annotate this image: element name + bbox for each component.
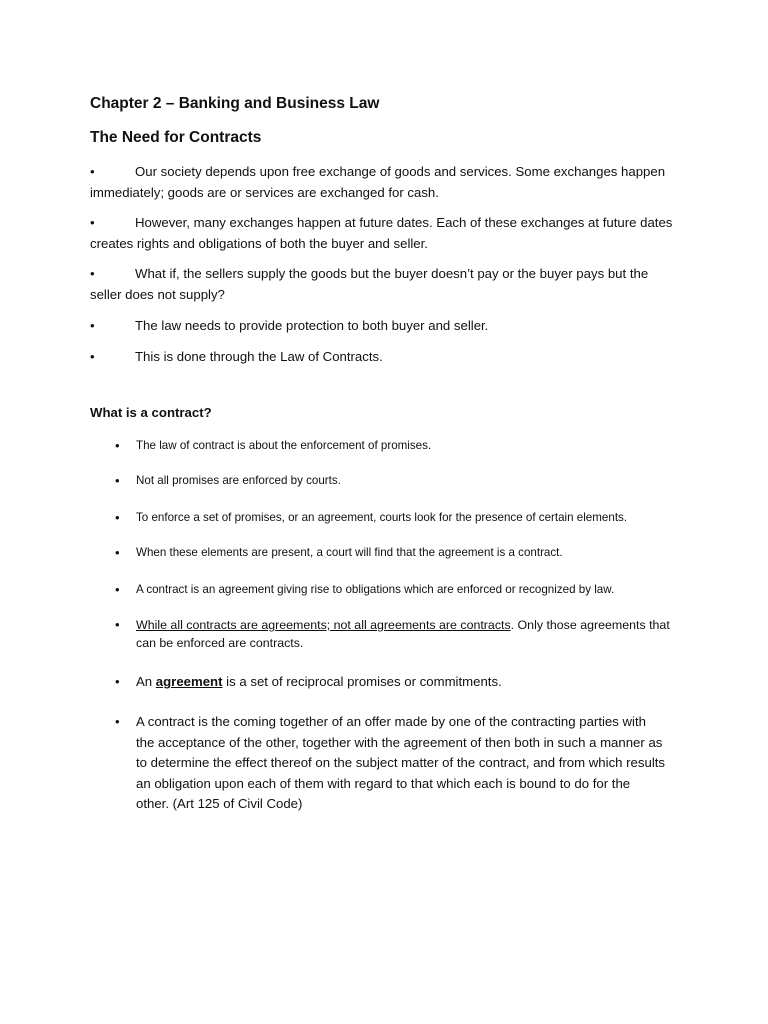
bullet-glyph: • (90, 164, 95, 179)
list-item (115, 616, 671, 652)
list-item (115, 581, 676, 599)
list-item-text: To enforce a set of promises, or an agreement, courts look for the presence of certain elements. (136, 511, 628, 524)
chapter-title: Chapter 2 – Banking and Business Law (90, 95, 380, 112)
section-heading-need-for-contracts: The Need for Contracts (90, 129, 262, 146)
paragraph-text: This is done through the Law of Contracts. (135, 349, 383, 364)
bullet-glyph: • (115, 674, 120, 689)
paragraph-text: The law needs to provide protection to both buyer and seller. (135, 318, 489, 333)
list-item-text: An (136, 674, 156, 689)
paragraph-2 (90, 212, 680, 254)
bullet-glyph: • (115, 438, 120, 453)
paragraph-text: However, many exchanges happen at future dates. Each of these exchanges at future dates creates rights and obligations of both the buyer and seller. (90, 215, 673, 251)
list-item-text: Not all promises are enforced by courts. (136, 474, 341, 487)
bullet-glyph: • (115, 617, 120, 632)
list-item (115, 712, 666, 815)
bullet-glyph: • (90, 266, 95, 281)
underlined-statement: While all contracts are agreements; not all agreements are contracts (136, 618, 511, 632)
list-item (115, 509, 676, 527)
bullet-glyph: • (90, 318, 95, 333)
bullet-glyph: • (115, 545, 120, 560)
list-item (115, 472, 676, 490)
list-item-text: is a set of reciprocal promises or commitments. (222, 674, 502, 689)
list-item-text: When these elements are present, a court will find that the agreement is a contract. (136, 546, 563, 559)
section-heading-what-is-a-contract: What is a contract? (90, 405, 212, 420)
list-item-text: . Only those agreements that can be enforced are contracts. (136, 618, 670, 650)
paragraph-4 (90, 315, 680, 336)
list-item-text: The law of contract is about the enforcement of promises. (136, 439, 432, 452)
bullet-glyph: • (90, 215, 95, 230)
term-agreement: agreement (155, 674, 223, 689)
paragraph-3 (90, 263, 680, 305)
list-item (115, 544, 676, 562)
bullet-glyph: • (115, 582, 120, 597)
paragraph-text: Our society depends upon free exchange of goods and services. Some exchanges happen immediately; goods are or services are exchanged for cash. (90, 164, 666, 200)
bullet-glyph: • (115, 473, 120, 488)
list-item (115, 672, 676, 693)
list-item-text: A contract is an agreement giving rise to obligations which are enforced or recognized by law. (136, 583, 615, 596)
bullet-glyph: • (115, 510, 120, 525)
bullet-glyph: • (90, 349, 95, 364)
paragraph-text: What if, the sellers supply the goods but the buyer doesn’t pay or the buyer pays but the seller does not supply? (90, 266, 649, 302)
paragraph-1 (90, 161, 680, 203)
list-item (115, 437, 676, 455)
paragraph-5 (90, 346, 680, 367)
bullet-glyph: • (115, 714, 120, 729)
list-item-text: A contract is the coming together of an offer made by one of the contracting parties with the acceptance of the other, together with the agreement of then both in such a manner as to determine the effect thereof on the subject matter of the contract, and from which results an obligation upon each of them with regard to that which each is bound to do for the other. (Art 125 of Civil Code) (136, 714, 666, 811)
